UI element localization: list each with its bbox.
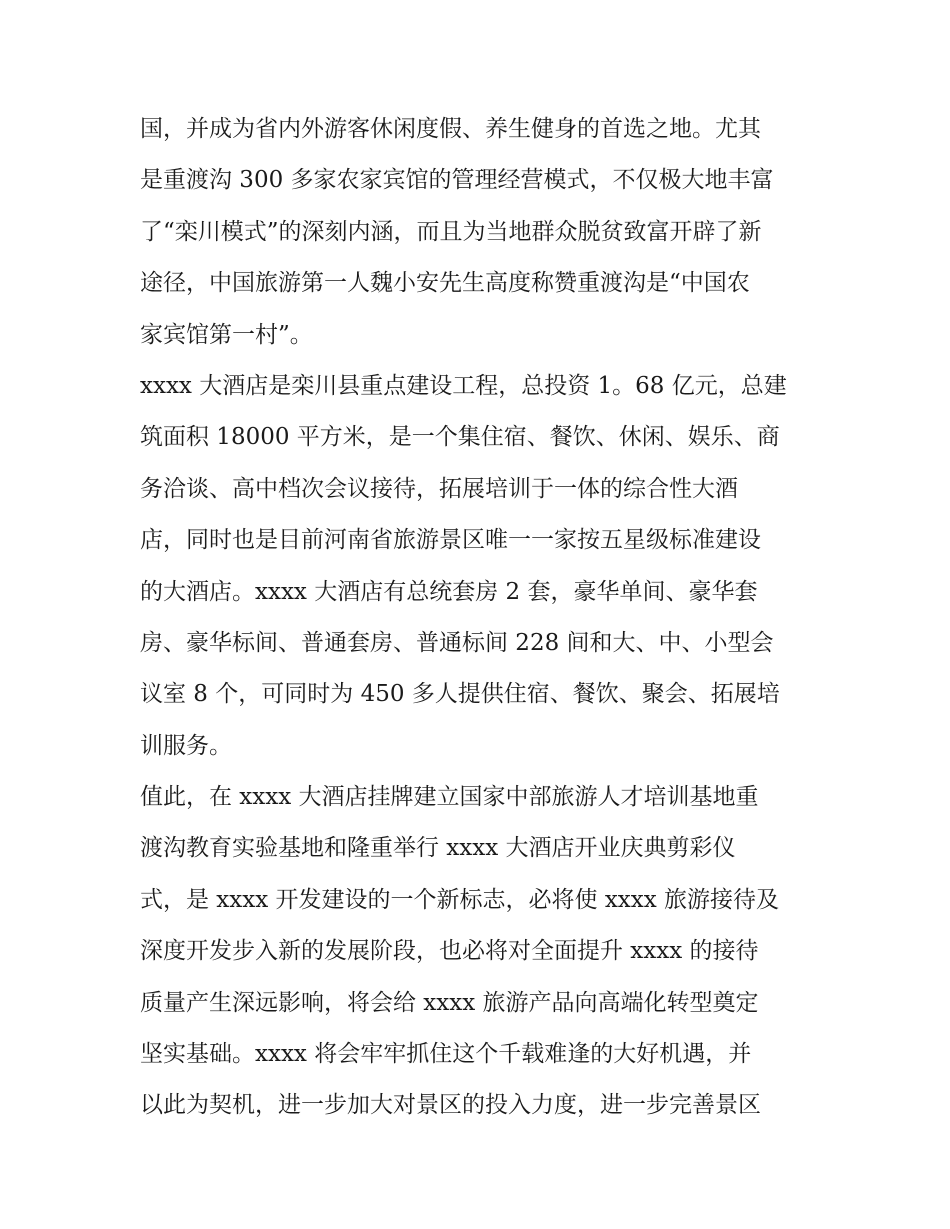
text-line: 房、豪华标间、普通套房、普通标间 228 间和大、中、小型会 (140, 629, 774, 656)
text-line: 训服务。 (140, 732, 232, 759)
text-line: 筑面积 18000 平方米，是一个集住宿、餐饮、休闲、娱乐、商 (140, 424, 780, 451)
text-line: 式，是 xxxx 开发建设的一个新标志，必将使 xxxx 旅游接待及 (140, 886, 780, 913)
text-line: 值此，在 xxxx 大酒店挂牌建立国家中部旅游人才培训基地重 (140, 784, 759, 811)
text-line: 坚实基础。xxxx 将会牢牢抓住这个千载难逢的大好机遇，并 (140, 1041, 752, 1068)
text-line: 的大酒店。xxxx 大酒店有总统套房 2 套，豪华单间、豪华套 (140, 578, 758, 605)
text-line: 务洽谈、高中档次会议接待，拓展培训于一体的综合性大酒 (140, 475, 738, 502)
text-line: 途径，中国旅游第一人魏小安先生高度称赞重渡沟是“中国农 (140, 270, 750, 297)
text-line: 是重渡沟 300 多家农家宾馆的管理经营模式，不仅极大地丰富 (140, 167, 774, 194)
text-line: xxxx 大酒店是栾川县重点建设工程，总投资 1。68 亿元，总建 (140, 372, 787, 399)
text-line: 渡沟教育实验基地和隆重举行 xxxx 大酒店开业庆典剪彩仪 (140, 835, 736, 862)
text-line: 议室 8 个，可同时为 450 多人提供住宿、餐饮、聚会、拓展培 (140, 681, 780, 708)
text-line: 店，同时也是目前河南省旅游景区唯一一家按五星级标准建设 (140, 527, 761, 554)
text-line: 深度开发步入新的发展阶段，也必将对全面提升 xxxx 的接待 (140, 938, 759, 965)
text-line: 家宾馆第一村”。 (140, 321, 313, 348)
text-line: 国，并成为省内外游客休闲度假、养生健身的首选之地。尤其 (140, 116, 761, 142)
text-line: 以此为契机，进一步加大对景区的投入力度，进一步完善景区 (140, 1092, 761, 1119)
text-line: 了“栾川模式”的深刻内涵，而且为当地群众脱贫致富开辟了新 (140, 218, 762, 245)
text-line: 质量产生深远影响，将会给 xxxx 旅游产品向高端化转型奠定 (140, 989, 759, 1016)
body-text (140, 107, 820, 1135)
